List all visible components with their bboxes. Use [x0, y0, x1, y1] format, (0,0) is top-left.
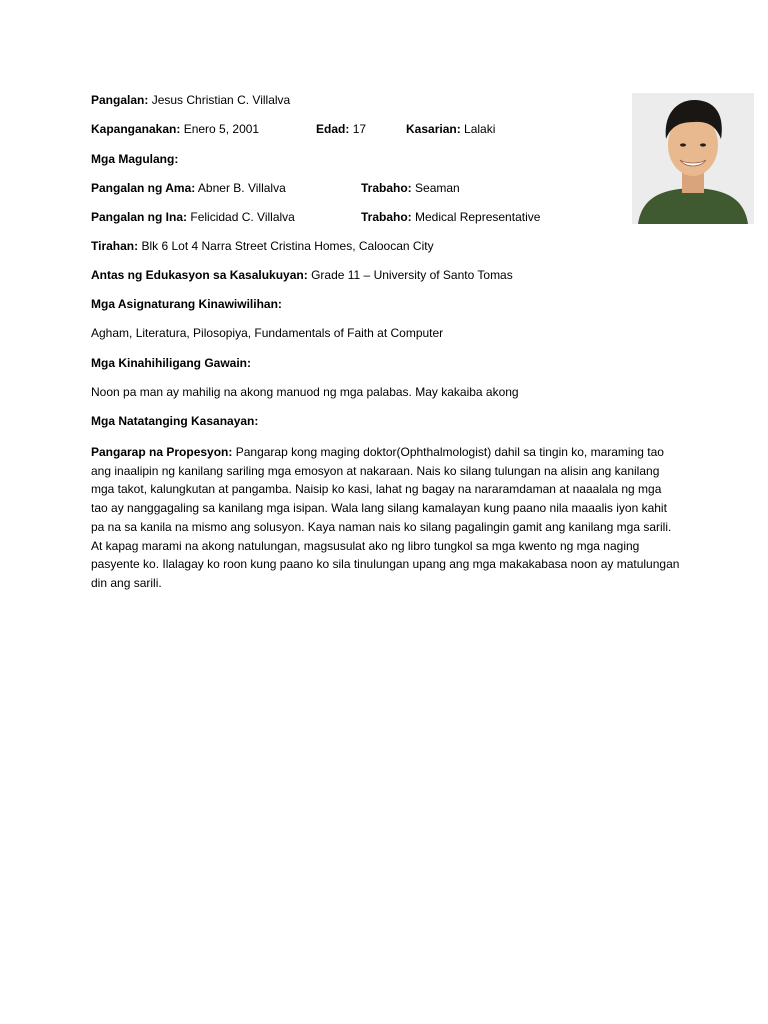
- subjects-value-line: [91, 326, 443, 341]
- photo-eye-right: [700, 143, 706, 146]
- activities-heading-line: [91, 356, 251, 371]
- portrait-photo-icon: [632, 93, 754, 224]
- birth-value: Enero 5, 2001: [183, 122, 260, 136]
- subjects-heading: Mga Asignaturang Kinawiwilihan:: [91, 297, 282, 311]
- father-job-field: [361, 181, 460, 196]
- education-label: Antas ng Edukasyon sa Kasalukuyan:: [91, 268, 308, 282]
- father-job-label: Trabaho:: [361, 181, 412, 195]
- photo-eye-left: [680, 143, 686, 146]
- subjects-heading-line: [91, 297, 282, 312]
- name-value: Jesus Christian C. Villalva: [151, 93, 291, 107]
- age-label: Edad:: [316, 122, 350, 136]
- portrait-photo: [632, 93, 754, 224]
- birth-label: Kapanganakan:: [91, 122, 181, 136]
- dream-label: Pangarap na Propesyon:: [91, 445, 233, 459]
- education-value: Grade 11 – University of Santo Tomas: [311, 268, 513, 282]
- father-line: [91, 181, 561, 196]
- sex-value: Lalaki: [464, 122, 496, 136]
- sex-field: [406, 122, 495, 137]
- mother-job-value: Medical Representative: [415, 210, 541, 224]
- activities-heading: Mga Kinahihiligang Gawain:: [91, 356, 252, 370]
- parents-heading-line: [91, 152, 178, 167]
- birth-line: [91, 122, 511, 137]
- mother-label: Pangalan ng Ina:: [91, 210, 188, 224]
- skills-heading-line: [91, 414, 258, 429]
- address-label: Tirahan:: [91, 239, 139, 253]
- education-line: [91, 268, 513, 283]
- sex-label: Kasarian:: [406, 122, 461, 136]
- name-line: [91, 93, 290, 108]
- mother-value: Felicidad C. Villalva: [190, 210, 295, 224]
- dream-value: Pangarap kong maging doktor(Ophthalmologist) dahil sa tingin ko, maraming tao ang inaalipin ng kanilang sariling mga emosyon at nakaraan. Nais ko silang tulungan na alisin ang kanilang mga takot, kalungkutan at pangamba. Naisip ko kasi, lahat ng bagay na nararamdaman at naaalala ng mga tao ay nanggagaling sa kanilang mga isipan. Wala lang silang kamalayan kung paano nila maaalis iyon kahit pa na sa kanila na mismo ang solusyon. Kaya naman nais ko silang pagalingin gamit ang kanilang mga sarili. At kapag marami na akong natulungan, magsusulat ako ng libro tungkol sa mga kwento ng mga naging pasyente ko. Ilalagay ko roon kung paano ko sila tinulungan upang ang mga makakabasa noon ay matulungan din ang sarili.: [91, 445, 680, 590]
- mother-job-field: [361, 210, 540, 225]
- father-label: Pangalan ng Ama:: [91, 181, 196, 195]
- mother-line: [91, 210, 561, 225]
- name-label: Pangalan:: [91, 93, 149, 107]
- parents-heading: Mga Magulang:: [91, 152, 179, 166]
- address-value: Blk 6 Lot 4 Narra Street Cristina Homes, Caloocan City: [141, 239, 434, 253]
- subjects-value: Agham, Literatura, Pilosopiya, Fundamentals of Faith at Computer: [91, 326, 444, 340]
- address-line: [91, 239, 434, 254]
- father-job-value: Seaman: [415, 181, 460, 195]
- mother-job-label: Trabaho:: [361, 210, 412, 224]
- dream-paragraph: [91, 443, 681, 593]
- skills-heading: Mga Natatanging Kasanayan:: [91, 414, 259, 428]
- activities-value-line: [91, 385, 519, 400]
- father-value: Abner B. Villalva: [197, 181, 286, 195]
- age-value: 17: [352, 122, 367, 136]
- age-field: [316, 122, 366, 137]
- activities-value: Noon pa man ay mahilig na akong manuod ng mga palabas. May kakaiba akong: [91, 385, 519, 399]
